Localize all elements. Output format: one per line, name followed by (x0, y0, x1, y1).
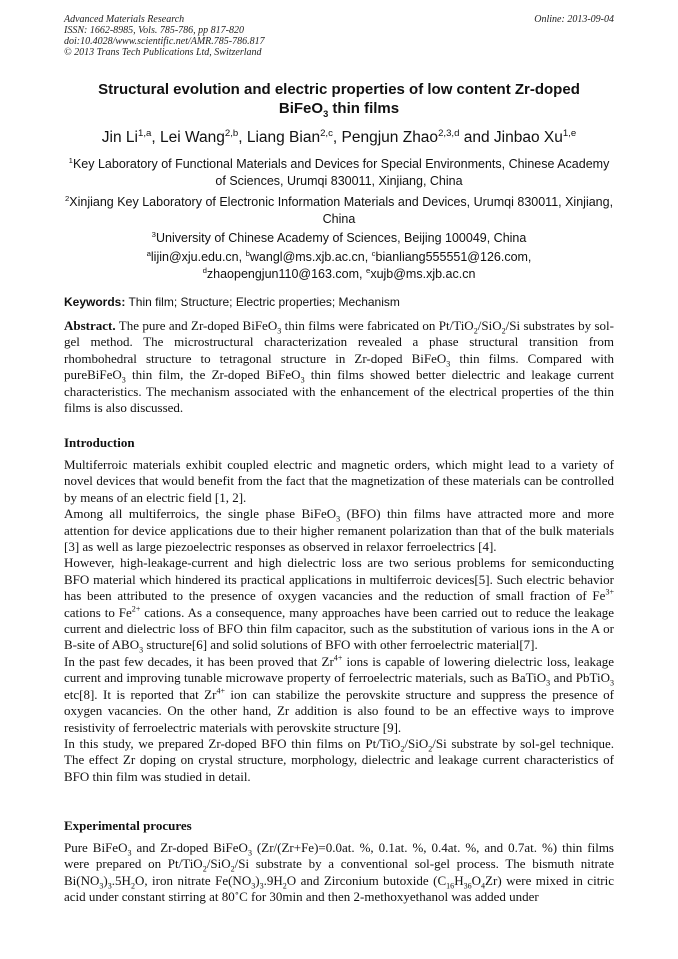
formula-sub: 2 (501, 326, 506, 336)
formula-sub: 3 (127, 848, 132, 858)
paragraph-text: structure[6] and solid solutions of BFO with other ferroelectric material[7]. (143, 637, 538, 653)
formula-sup: 4+ (333, 653, 343, 663)
formula-sub: 2 (428, 744, 433, 754)
formula-sub: 4 (481, 881, 486, 891)
affiliation-text: Xinjiang Key Laboratory of Electronic Information Materials and Devices, Urumqi 830011, Xinjiang, China (69, 195, 614, 226)
formula-sub: 3 (247, 848, 252, 858)
formula-sub: 2 (202, 865, 207, 874)
paper-title (64, 80, 614, 118)
author-name: Jinbao Xu (493, 129, 563, 146)
paragraph-text: .5H (111, 872, 131, 888)
formula-sub: 2 (473, 326, 478, 336)
keywords (64, 294, 614, 310)
author-name: Pengjun Zhao (341, 129, 439, 146)
affiliation-text: University of Chinese Academy of Sciences, Beijing 100049, China (155, 231, 527, 245)
formula-sup: 3+ (605, 587, 614, 597)
author-emails (64, 249, 614, 283)
paragraph-text: In this study, we prepared Zr-doped BFO thin films on Pt/TiO (64, 735, 401, 751)
abstract-text: /SiO (477, 318, 502, 333)
affiliation-mark: 3 (151, 229, 156, 239)
formula-sub: 3 (139, 646, 144, 656)
author-affil-mark: 2,3,d (438, 127, 460, 139)
author-name: Jin Li (101, 129, 138, 146)
paragraph-text: Zr) were mixed in citric acid under constant stirring at 80˚C for 30min and then 2-methoxyethanol was added under (64, 872, 615, 905)
email-link[interactable]: wangl@ms.xjb.ac.cn, (249, 250, 372, 264)
paragraph-text: /SiO (206, 856, 231, 872)
abstract-text: thin film, the Zr-doped BiFeO (125, 367, 301, 383)
paragraph-text: /SiO (404, 735, 429, 751)
formula-sub: 3 (99, 881, 104, 891)
formula-sub: 3 (546, 678, 551, 688)
author-affil-mark: 2,b (224, 127, 239, 139)
formula-sub: 3 (107, 881, 112, 891)
email-mark: e (366, 265, 371, 275)
abstract (64, 318, 614, 416)
paragraph-text: ) (103, 872, 108, 888)
author-name: Lei Wang (159, 129, 225, 146)
author-name: Liang Bian (246, 129, 321, 146)
paragraph (64, 736, 614, 785)
paragraph-text: O and Zirconium butoxide (C (286, 872, 447, 888)
keywords-label: Keywords: (64, 295, 126, 309)
section-heading-experimental: Experimental procures (64, 818, 192, 833)
paragraph-text: (Zr/(Zr+Fe)=0.0at. %, 0.1at. %, 0.4at. %, and 0.7at. %) thin films were prepared on Pt/TiO (64, 840, 614, 872)
paragraph-text: Among all multiferroics, the single phase BiFeO (64, 506, 337, 522)
author-list (64, 128, 614, 148)
email-line-2 (64, 266, 614, 283)
abstract-label: Abstract. (64, 318, 116, 333)
abstract-text: The pure and Zr-doped BiFeO (115, 318, 278, 333)
abstract-text: thin films were fabricated on Pt/TiO (281, 318, 474, 333)
author-affil-mark: 1,e (562, 127, 577, 139)
paragraph (64, 555, 614, 656)
author-separator: , (151, 129, 160, 146)
affiliation-mark: 2 (64, 193, 70, 203)
formula-sup: 2+ (131, 604, 141, 614)
journal-issn: ISSN: 1662-8985, Vols. 785-786, pp 817-820 (64, 25, 244, 36)
email-link[interactable]: xujb@ms.xjb.ac.cn (370, 267, 476, 281)
formula-sub: 3 (259, 881, 264, 891)
formula-sub: 3 (277, 326, 282, 336)
journal-doi: doi:10.4028/www.scientific.net/AMR.785-786.817 (64, 36, 265, 47)
email-line-1 (64, 249, 614, 266)
paragraph (64, 654, 614, 736)
experimental-body (64, 840, 614, 906)
formula-sub: 2 (282, 881, 287, 891)
paragraph-text: and PbTiO (550, 670, 610, 686)
formula-sub: 3 (446, 359, 451, 369)
journal-info (64, 14, 265, 58)
email-link[interactable]: zhaopengjun110@163.com, (206, 267, 366, 281)
paragraph-text: ) (255, 872, 260, 888)
email-link[interactable]: lijin@xju.edu.cn, (150, 250, 246, 264)
title-line-1: Structural evolution and electric properties of low content Zr-doped (98, 81, 580, 98)
author-separator: and (459, 129, 494, 146)
journal-copyright: © 2013 Trans Tech Publications Ltd, Switzerland (64, 47, 262, 58)
formula-sub: 2 (400, 744, 405, 754)
paragraph-text: (BFO) thin films have attracted more and more attention for device applications due to their higher remanent polarization than that of the bulk materials [3] as well as large piezoelectric responses as observed in relaxor ferroelectrics [4]. (64, 506, 615, 555)
email-mark: b (245, 248, 250, 258)
paragraph-text: In the past few decades, it has been proved that Zr (64, 653, 334, 669)
paragraph-text: and Zr-doped BiFeO (131, 840, 248, 855)
title-formula-sub: 3 (323, 109, 329, 119)
paragraph-text: H (454, 872, 464, 888)
author-affil-mark: 2,c (320, 127, 333, 139)
author-separator: , (238, 129, 247, 146)
formula-sub: 3 (300, 375, 305, 385)
title-suffix: thin films (328, 100, 400, 117)
paragraph-text: cations. As a consequence, many approaches have been carried out to reduce the leakage current and dielectric loss of BFO thin film capacitor, such as the substitution of various ions in the A or B-site of ABO (64, 604, 614, 653)
formula-sub: 2 (230, 865, 235, 874)
paragraph-text: ions is capable of lowering dielectric loss, leakage current and improving tunable microwave property of ferroelectric materials, such as BaTiO (64, 653, 615, 686)
affiliation-mark: 1 (68, 155, 73, 165)
paragraph-text: etc[8]. It is reported that Zr (64, 686, 217, 702)
abstract-text: /Si substrates by sol-gel method. The microstructural characterization revealed a phase structural transition from rhombohedral structure to tetragonal structure in Zr-doped BiFeO (64, 318, 615, 366)
paragraph-text: ion can stabilize the perovskite structure and suppress the presence of oxygen vacancies. On the other hand, Zr addition is also found to be an effective ways to improve resistivity of ferroelectric materials with perovskite structure [9]. (64, 686, 614, 735)
paragraph (64, 506, 614, 555)
formula-sup: 4+ (216, 686, 225, 696)
paragraph: Multiferroic materials exhibit coupled electric and magnetic orders, which might lead to a variety of novel devices that would benefit from the fact that the magnetization of these materials can be controlled by means of an electric field [1, 2]. (64, 457, 614, 505)
email-link[interactable]: bianliang555551@126.com, (375, 250, 532, 264)
online-date: Online: 2013-09-04 (534, 14, 614, 25)
paragraph-text: .9H (263, 872, 283, 888)
formula-sub: 16 (446, 881, 455, 891)
title-formula: BiFeO (278, 100, 324, 117)
abstract-text: thin films. Compared with pureBiFeO (64, 350, 614, 383)
formula-sub: 3 (609, 678, 615, 688)
paragraph-text: /Si substrate by sol-gel technique. The effect Zr doping on crystal structure, morphology, dielectric and leakage current characteristics of BFO thin film was studied in detail. (64, 735, 614, 784)
affiliation-3 (64, 230, 614, 247)
section-heading-introduction: Introduction (64, 435, 135, 450)
keywords-text: Thin film; Structure; Electric properties; Mechanism (125, 295, 400, 309)
abstract-text: thin films showed better dielectric and leakage current characteristics. The mechanism associated with the enhancement of the electrical properties of the thin films is also discussed. (64, 367, 614, 416)
introduction-body (64, 457, 614, 785)
paragraph-text: Pure BiFeO (64, 840, 128, 855)
affiliation-text: Key Laboratory of Functional Materials and Devices for Special Environments, Chinese Academy of Sciences, Urumqi 830011, Xinjiang, China (72, 157, 610, 188)
affiliation-1 (64, 156, 614, 190)
email-mark: c (371, 248, 376, 258)
paragraph-text: O (471, 872, 482, 888)
formula-sub: 2 (130, 881, 135, 891)
paragraph-text: cations to Fe (64, 604, 132, 620)
paragraph-text: O, iron nitrate Fe(NO (134, 872, 252, 888)
paragraph-text: /Si substrate by a conventional sol-gel process. The bismuth nitrate Bi(NO (64, 856, 614, 888)
title-line-2 (64, 99, 614, 118)
formula-sub: 36 (463, 881, 472, 891)
affiliation-2 (64, 194, 614, 228)
author-separator: , (332, 129, 342, 146)
paragraph (64, 840, 614, 906)
email-mark: d (202, 265, 207, 275)
email-mark: a (146, 248, 151, 258)
paragraph-text: However, high-leakage-current and high dielectric loss are two serious problems for semiconducting BFO material which hindered its practical applications in multiferroic devices[5]. Such electric behavior has been attributed to the presence of oxygen vacancies and the reduction of small fraction of Fe (64, 555, 614, 604)
journal-name: Advanced Materials Research (64, 14, 185, 25)
formula-sub: 3 (336, 514, 341, 524)
author-affil-mark: 1,a (137, 127, 152, 139)
formula-sub: 3 (251, 881, 256, 891)
formula-sub: 3 (121, 375, 126, 385)
